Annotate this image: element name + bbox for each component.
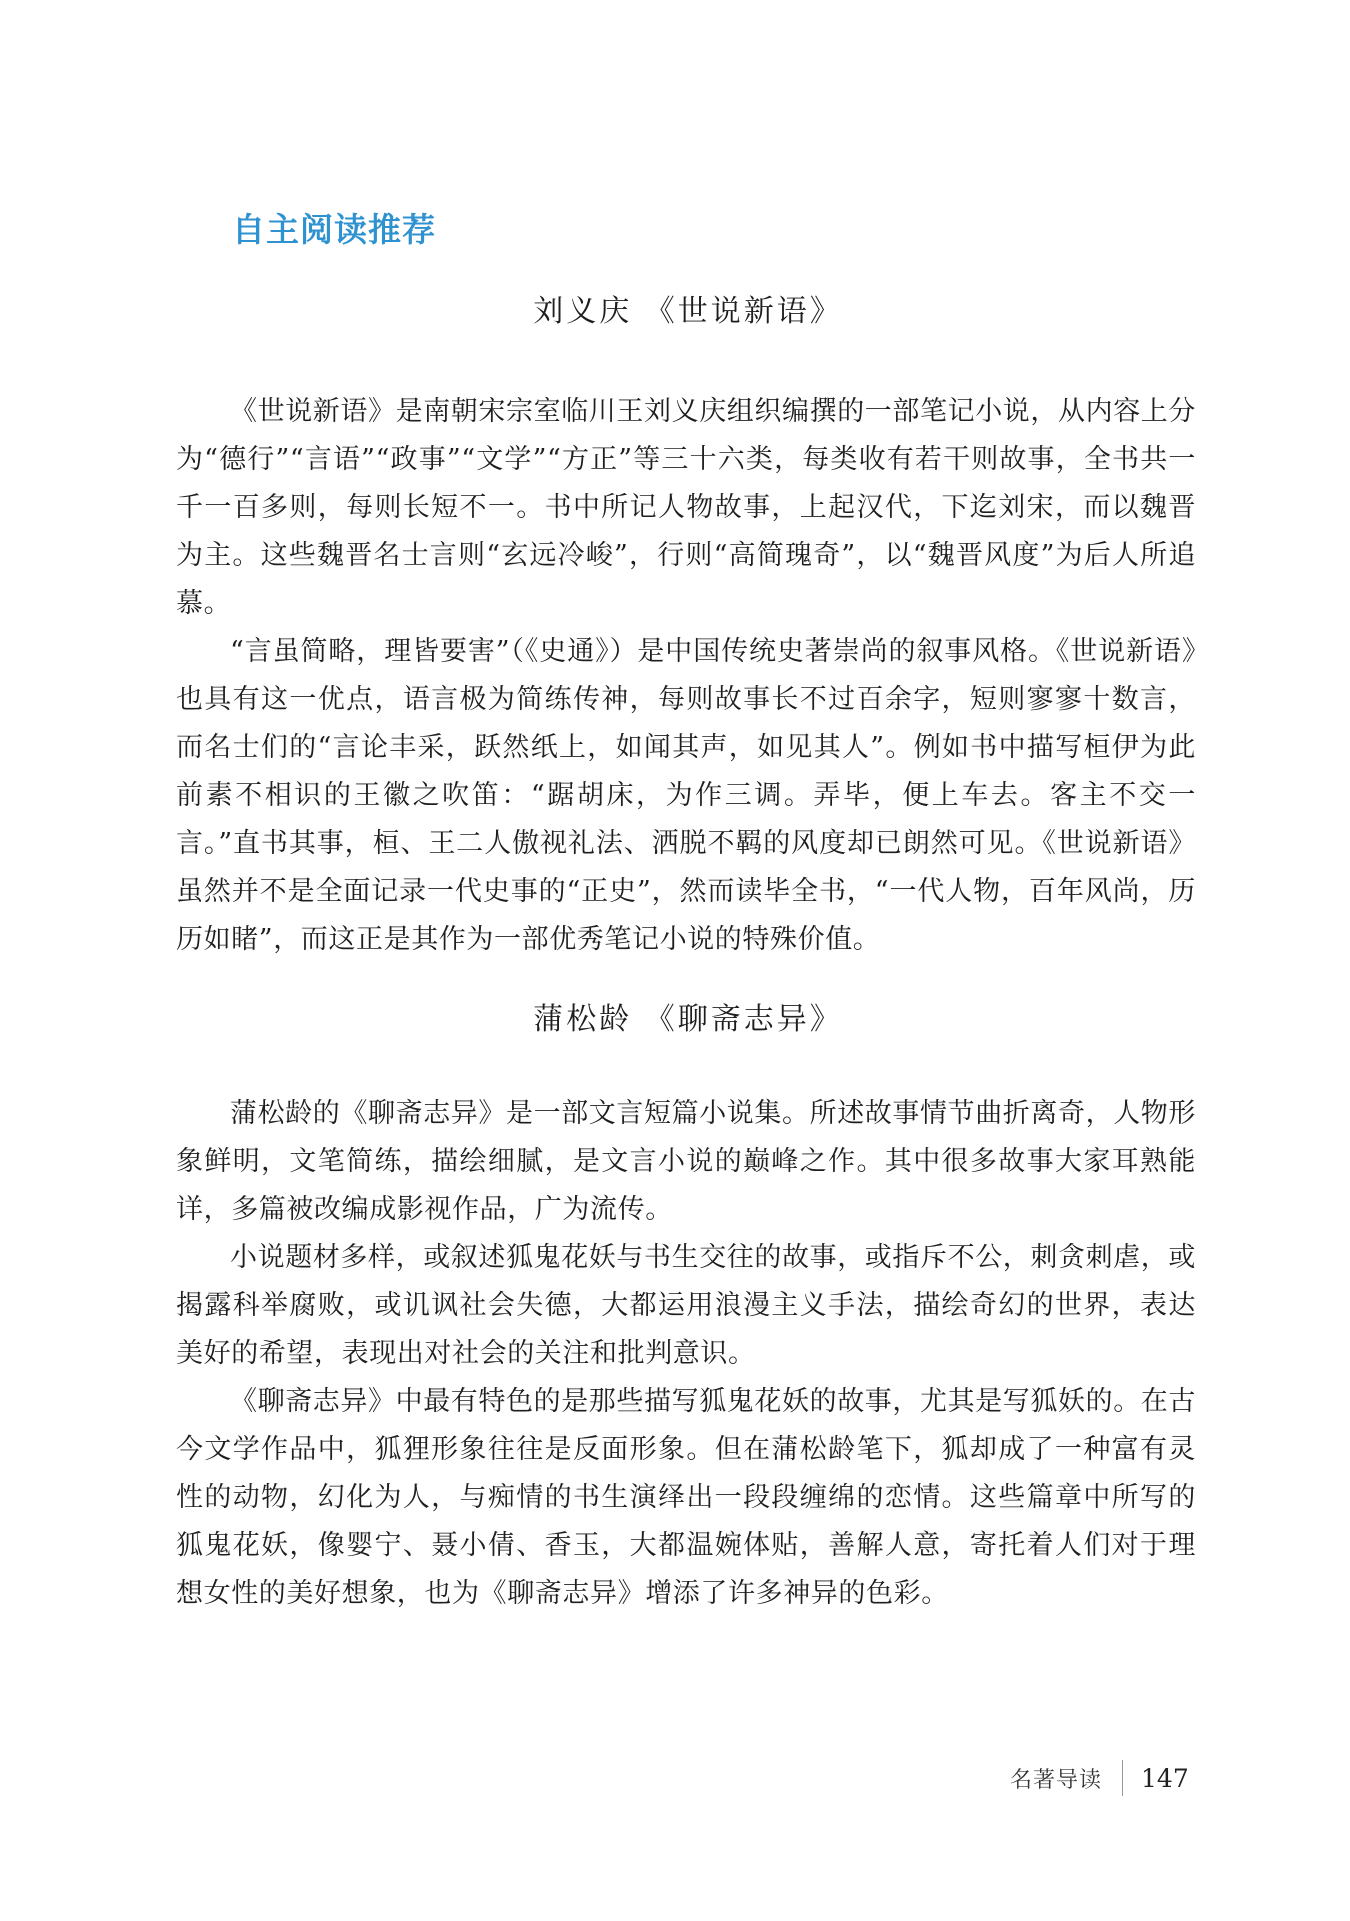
body-paragraph: 《世说新语》是南朝宋宗室临川王刘义庆组织编撰的一部笔记小说，从内容上分为“德行”“言语”“政事”“文学”“方正”等三十六类，每类收有若干则故事，全书共一千一百多则，每则长短不一。书中所记人物故事，上起汉代，下迄刘宋，而以魏晋为主。这些魏晋名士言则“玄远冷峻”，行则“高简瑰奇”，以“魏晋风度”为后人所追慕。: [176, 396, 1196, 619]
page-number: 147: [1141, 1763, 1189, 1793]
body-paragraph: 小说题材多样，或叙述狐鬼花妖与书生交往的故事，或指斥不公，刺贪刺虐，或揭露科举腐败，或讥讽社会失德，大都运用浪漫主义手法，描绘奇幻的世界，表达美好的希望，表现出对社会的关注和批判意识。: [176, 1242, 1196, 1369]
section-heading: 自主阅读推荐: [232, 210, 436, 249]
body-paragraph: “言虽简略，理皆要害”（《史通》）是中国传统史著崇尚的叙事风格。《世说新语》也具有这一优点，语言极为简练传神，每则故事长不过百余字，短则寥寥十数言，而名士们的“言论丰采，跃然纸上，如闻其声，如见其人”。例如书中描写桓伊为此前素不相识的王徽之吹笛：“踞胡床，为作三调。弄毕，便上车去。客主不交一言。”直书其事，桓、王二人傲视礼法、洒脱不羁的风度却已朗然可见。《世说新语》虽然并不是全面记录一代史事的“正史”，然而读毕全书，“一代人物，百年风尚，历历如睹”，而这正是其作为一部优秀笔记小说的特殊价值。: [176, 636, 1196, 955]
book-title-shishuo-xinyu: 刘义庆 《世说新语》: [533, 294, 843, 329]
body-paragraph: 《聊斋志异》中最有特色的是那些描写狐鬼花妖的故事，尤其是写狐妖的。在古今文学作品中，狐狸形象往往是反面形象。但在蒲松龄笔下，狐却成了一种富有灵性的动物，幻化为人，与痴情的书生演绎出一段段缠绵的恋情。这些篇章中所写的狐鬼花妖，像婴宁、聂小倩、香玉，大都温婉体贴，善解人意，寄托着人们对于理想女性的美好想象，也为《聊斋志异》增添了许多神异的色彩。: [176, 1386, 1196, 1609]
book-title-liaozhai-zhiyi: 蒲松龄 《聊斋志异》: [533, 1002, 843, 1037]
footer-divider: [1122, 1760, 1123, 1796]
footer-book-section-label: 名著导读: [1010, 1767, 1103, 1793]
page-footer: [1010, 1758, 1189, 1798]
shishuo-xinyu-body: [176, 388, 1196, 964]
body-paragraph: 蒲松龄的《聊斋志异》是一部文言短篇小说集。所述故事情节曲折离奇，人物形象鲜明，文笔简练，描绘细腻，是文言小说的巅峰之作。其中很多故事大家耳熟能详，多篇被改编成影视作品，广为流传。: [176, 1098, 1196, 1225]
liaozhai-zhiyi-body: [176, 1090, 1196, 1618]
